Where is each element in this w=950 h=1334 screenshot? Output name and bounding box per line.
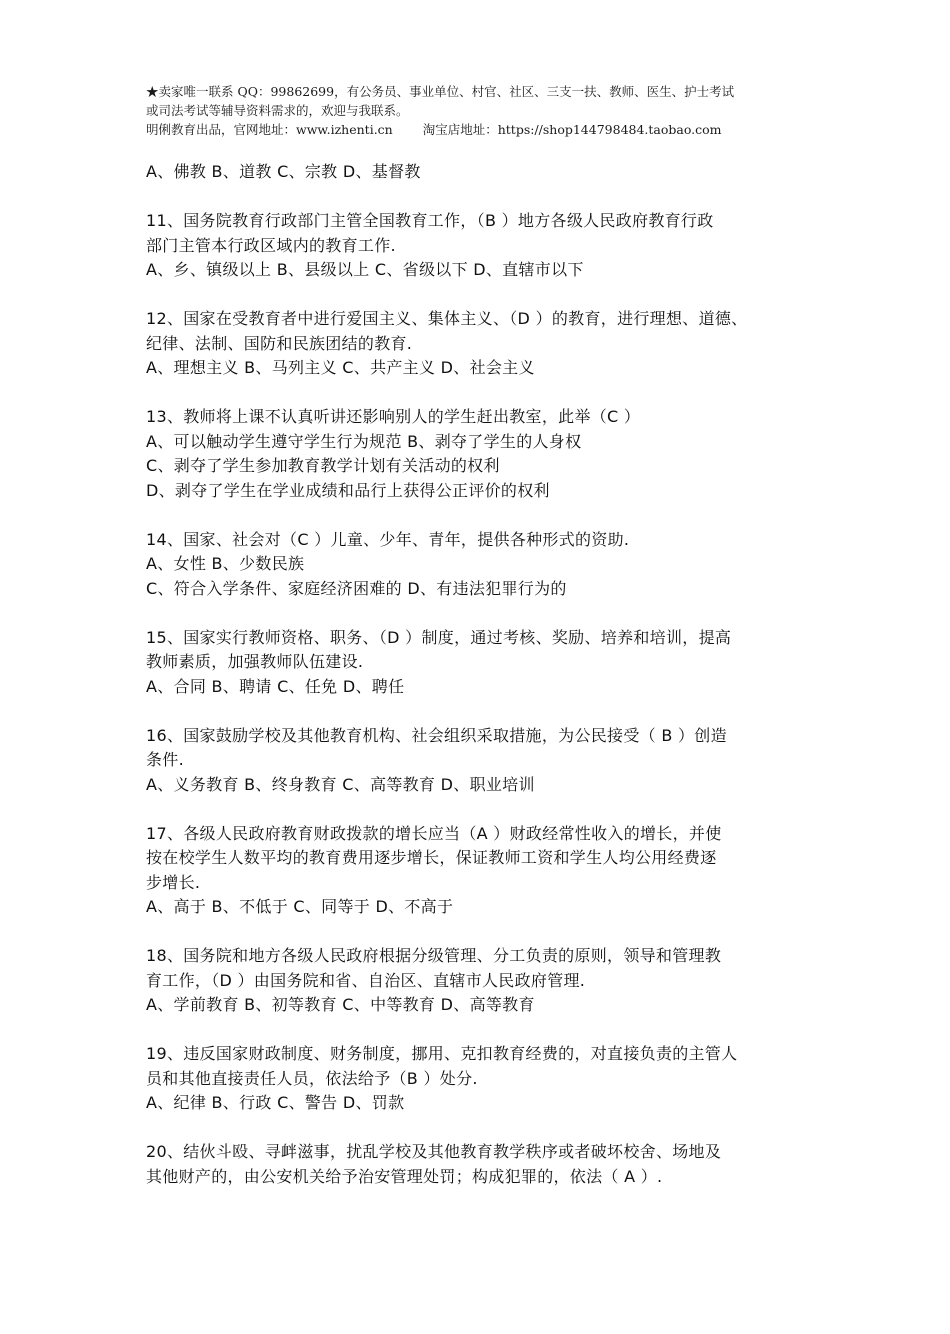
header-line-1: ★卖家唯一联系 QQ：99862699，有公务员、事业单位、村官、社区、三支一扶、教师、医生、护士考试 — [146, 84, 735, 99]
question-16 — [146, 724, 806, 798]
question-text: 16、国家鼓励学校及其他教育机构、社会组织采取措施，为公民接受（ B ）创造 — [146, 725, 727, 745]
question-13 — [146, 405, 806, 503]
question-text: 11、国务院教育行政部门主管全国教育工作，（B ）地方各级人民政府教育行政 — [146, 211, 714, 230]
question-text: 其他财产的，由公安机关给予治安管理处罚；构成犯罪的，依法（ A ）. — [146, 1166, 663, 1186]
option-line: C、符合入学条件、家庭经济困难的 D、有违法犯罪行为的 — [146, 578, 567, 598]
question-text: 19、违反国家财政制度、财务制度，挪用、克扣教育经费的，对直接负责的主管人 — [146, 1044, 738, 1063]
option-line: A、学前教育 B、初等教育 C、中等教育 D、高等教育 — [146, 995, 535, 1014]
question-text: 14、国家、社会对（C ）儿童、少年、青年，提供各种形式的资助. — [146, 529, 630, 549]
option-line: A、合同 B、聘请 C、任免 D、聘任 — [146, 676, 405, 696]
question-text: 15、国家实行教师资格、职务、（D ）制度，通过考核、奖励、培养和培训，提高 — [146, 627, 732, 647]
question-text: 步增长. — [146, 872, 201, 892]
option-line: A、可以触动学生遵守学生行为规范 B、剥夺了学生的人身权 — [146, 431, 582, 451]
question-text: 13、教师将上课不认真听讲还影响别人的学生赶出教室，此举（C ） — [146, 407, 641, 426]
website-text: 明俐教育出品，官网地址：www.izhenti.cn — [146, 122, 393, 137]
question-text: 部门主管本行政区域内的教育工作. — [146, 235, 396, 255]
question-10-options — [146, 160, 806, 185]
question-text: 员和其他直接责任人员，依法给予（B ）处分. — [146, 1068, 478, 1088]
question-12 — [146, 307, 806, 381]
option-line: D、剥夺了学生在学业成绩和品行上获得公正评价的权利 — [146, 480, 550, 500]
question-list — [146, 160, 806, 1214]
question-text: 教师素质，加强教师队伍建设. — [146, 652, 364, 671]
question-19 — [146, 1042, 806, 1116]
question-17 — [146, 822, 806, 920]
shop-url-text: 淘宝店地址：https://shop144798484.taobao.com — [422, 122, 722, 137]
option-line: A、乡、镇级以上 B、县级以上 C、省级以下 D、直辖市以下 — [146, 260, 584, 279]
header-line-2: 或司法考试等辅导资料需求的，欢迎与我联系。 — [146, 103, 409, 118]
option-line: A、佛教 B、道教 C、宗教 D、基督教 — [146, 162, 421, 181]
question-text: 育工作，（D ）由国务院和省、自治区、直辖市人民政府管理. — [146, 970, 586, 990]
question-14 — [146, 528, 806, 602]
header-line-3 — [146, 120, 806, 139]
question-20 — [146, 1140, 806, 1189]
option-line: A、女性 B、少数民族 — [146, 554, 305, 573]
option-line: A、纪律 B、行政 C、警告 D、罚款 — [146, 1093, 405, 1112]
question-text: 纪律、法制、国防和民族团结的教育. — [146, 333, 413, 353]
option-line: A、高于 B、不低于 C、同等于 D、不高于 — [146, 897, 454, 916]
question-text: 12、国家在受教育者中进行爱国主义、集体主义、（D ）的教育，进行理想、道德、 — [146, 309, 748, 328]
page-header — [146, 82, 806, 139]
question-text: 按在校学生人数平均的教育费用逐步增长，保证教师工资和学生人均公用经费逐 — [146, 848, 717, 867]
question-text: 17、各级人民政府教育财政拨款的增长应当（A ）财政经常性收入的增长，并使 — [146, 823, 722, 843]
question-15 — [146, 626, 806, 700]
question-11 — [146, 209, 806, 283]
question-text: 18、国务院和地方各级人民政府根据分级管理、分工负责的原则，领导和管理教 — [146, 946, 722, 965]
option-line: A、理想主义 B、马列主义 C、共产主义 D、社会主义 — [146, 358, 535, 377]
question-18 — [146, 944, 806, 1018]
question-text: 20、结伙斗殴、寻衅滋事，扰乱学校及其他教育教学秩序或者破坏校舍、场地及 — [146, 1142, 722, 1161]
option-line: C、剥夺了学生参加教育教学计划有关活动的权利 — [146, 456, 500, 475]
option-line: A、义务教育 B、终身教育 C、高等教育 D、职业培训 — [146, 774, 535, 794]
question-text: 条件. — [146, 750, 184, 769]
